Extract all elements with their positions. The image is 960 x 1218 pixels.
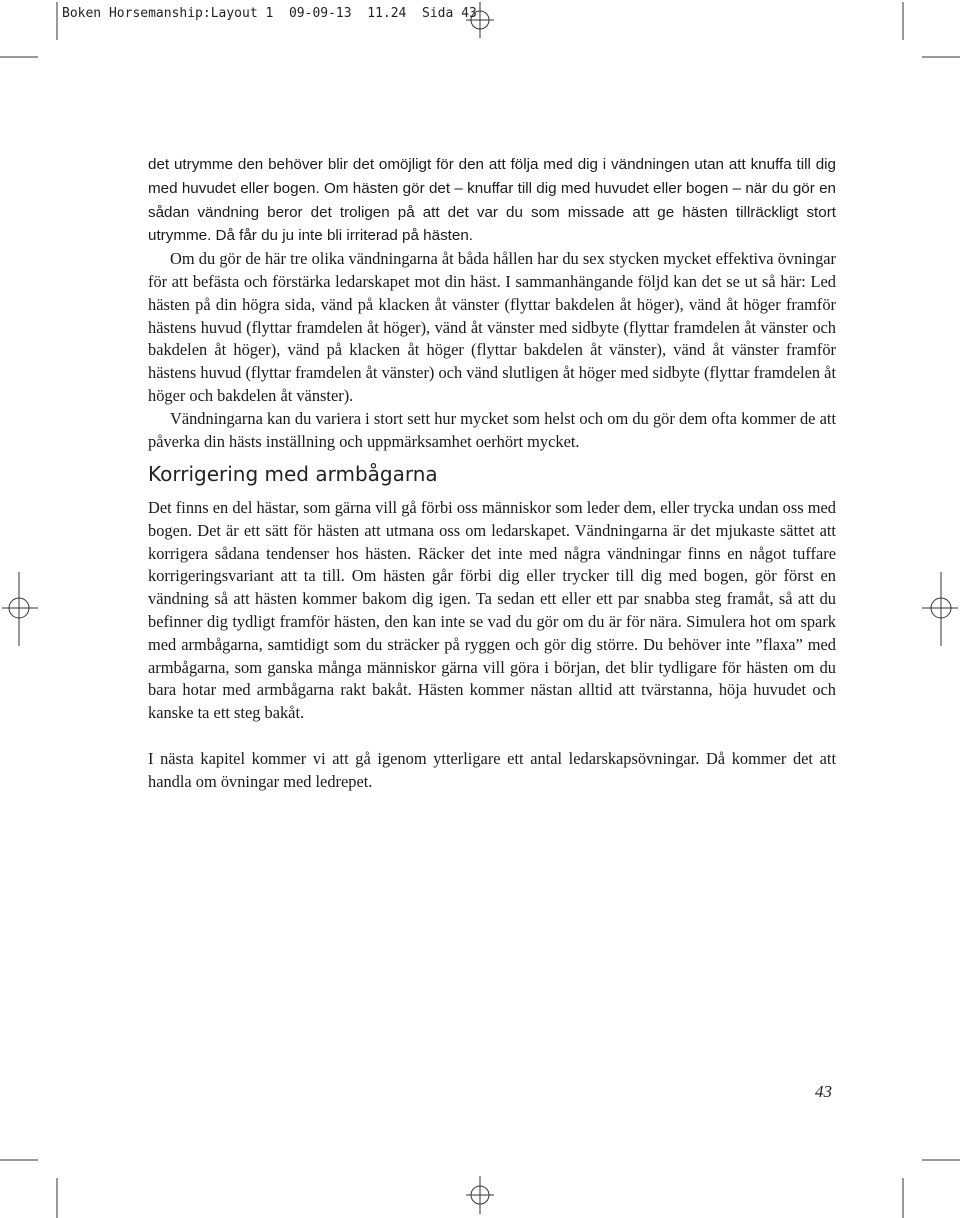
paragraph-turn-exercises: Om du gör de här tre olika vändningarna åt båda hållen har du sex stycken mycket effektiva övningar för att befästa och förstärka ledarskapet mot din häst. I sammanhängande följd kan det se ut så här: Led hästen på din högra sida, vänd på klacken åt vänster (flyttar bakdelen åt höger), vänd åt höger framför hästens huvud (flyttar framdelen åt höger), vänd åt vänster med sidbyte (flyttar framdelen åt vänster och bakdelen åt höger), vänd på klacken åt höger (flyttar bakdelen åt vänster), vänd åt vänster framför hästens huvud (flyttar framdelen åt vänster) och vänd slutligen åt höger med sidbyte (flyttar framdelen åt höger och bakdelen åt vänster). xyxy=(148,249,836,405)
body-text-section-2 xyxy=(148,497,836,793)
paragraph-elbow-correction: Det finns en del hästar, som gärna vill gå förbi oss människor som leder dem, eller trycka undan oss med bogen. Det är ett sätt för hästen att utmana oss om ledarskapet. Vändningarna är det mjukaste sättet att korrigera sådana tendenser hos hästen. Räcker det inte med några vändningar finns en något tuffare korrigeringsvariant att ta till. Om hästen går förbi dig eller trycker till dig med bogen, gör först en vändning så att hästen kommer bakom dig igen. Ta sedan ett eller ett par snabba steg framåt, så att du befinner dig tydligt framför hästen, den kan inte se vad du gör om du är för nära. Simulera hot om spark med armbågarna, samtidigt som du sträcker på ryggen och gör dig större. Du behöver inte ”flaxa” med armbågarna, som ganska många människor gärna vill göra i början, det blir tydligare för hästen om du bara hotar med armbågarna rakt bakåt. Hästen kommer nästan alltid att tvärstanna, höja huvudet och kanske ta ett steg bakåt. xyxy=(148,498,836,723)
paragraph-sans-run: det utrymme den behöver blir det omöjligt för den att följa med dig i vändningen utan att knuffa till dig med huvudet eller bogen. Om hästen gör det – knuffar till dig med huvudet eller bogen – när du gör en sådan vändning beror det troligen på att det var du som missade att ge hästen tillräckligt stort utrymme. Då får du ju inte bli irriterad på hästen. xyxy=(148,156,836,245)
paragraph-next-chapter: I nästa kapitel kommer vi att gå igenom ytterligare ett antal ledarskapsövningar. Då kommer det att handla om övningar med ledrepet. xyxy=(148,748,836,791)
body-text-section-1 xyxy=(148,153,836,453)
printer-slug: Boken Horsemanship:Layout 1 09-09-13 11.24 Sida 43 xyxy=(62,6,477,21)
page-number: 43 xyxy=(815,1082,832,1101)
paragraph-continuation xyxy=(148,153,836,248)
section-heading: Korrigering med armbågarna xyxy=(148,462,438,486)
paragraph-variation: Vändningarna kan du variera i stort sett hur mycket som helst och om du gör dem ofta kommer de att påverka din hästs inställning och uppmärksamhet oerhört mycket. xyxy=(148,408,836,451)
